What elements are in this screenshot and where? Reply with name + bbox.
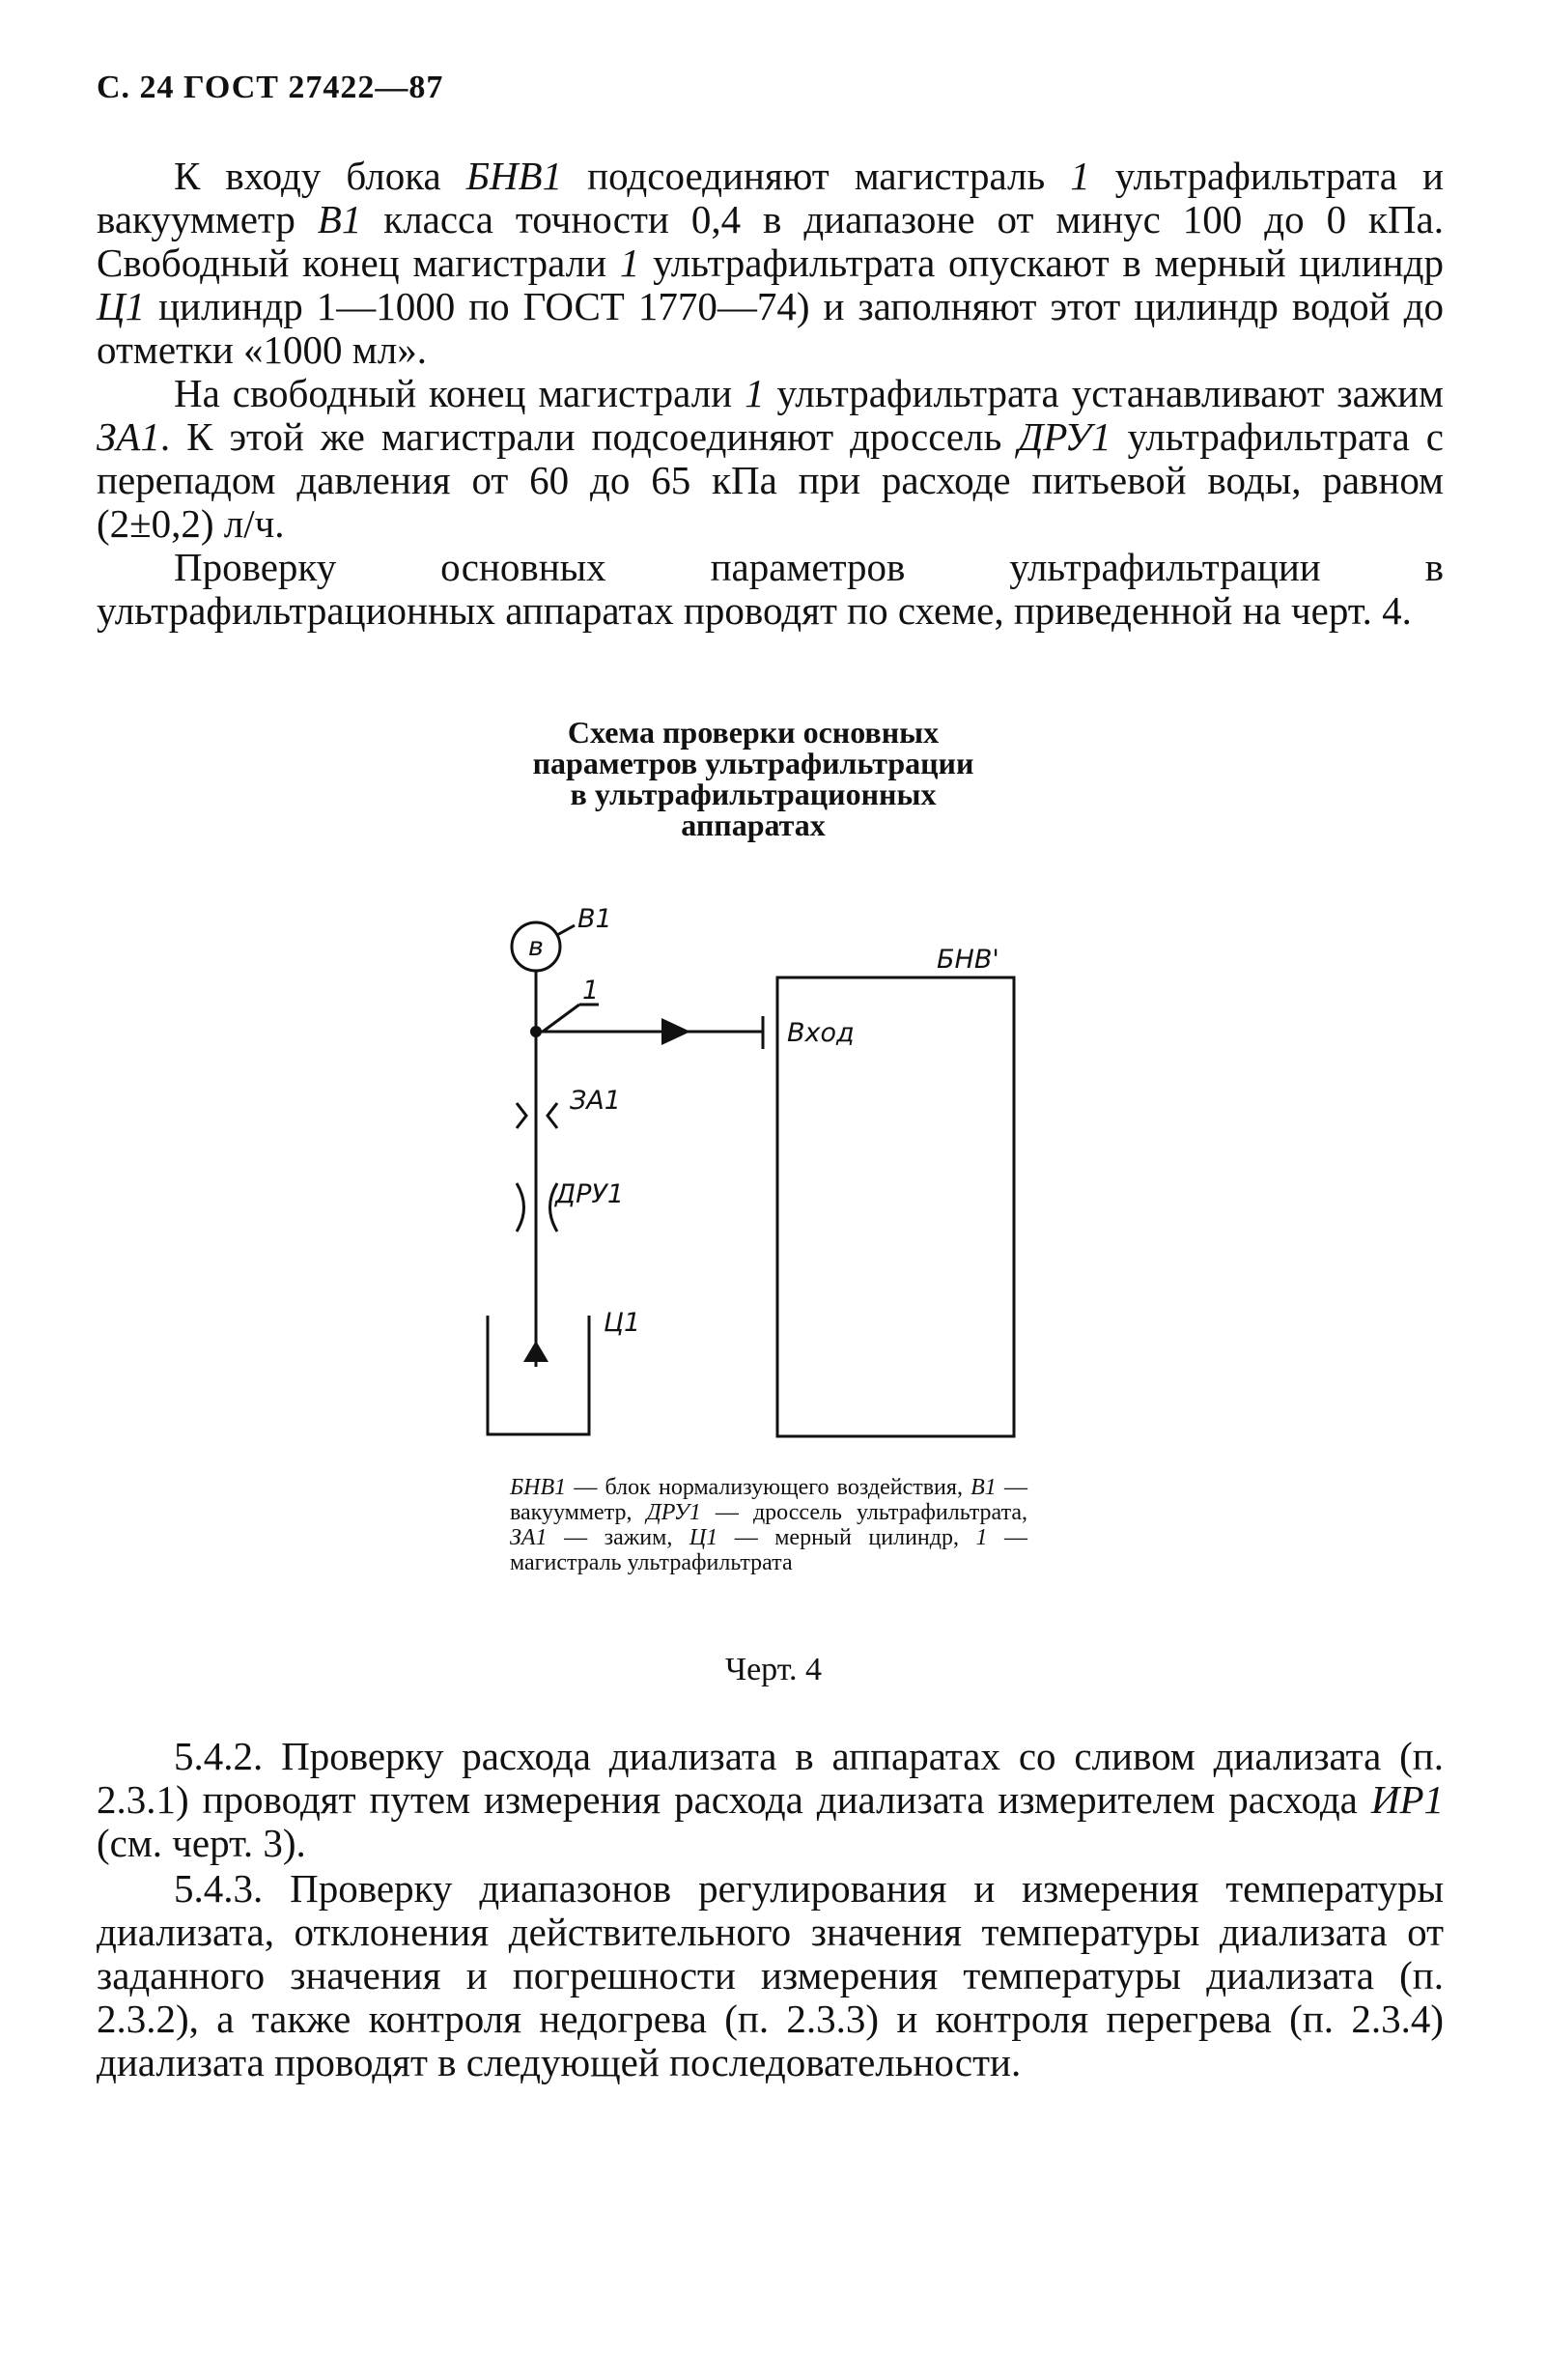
throttle-label: ДРУ1 [555, 1179, 625, 1209]
figure-legend: БНВ1 — блок нормализующего воздействия, В1 — вакуумметр, ДРУ1 — дроссель ультрафильтрата, ЗА1 — зажим, Ц1 — мерный цилиндр, 1 — магистраль ультрафильтрата [510, 1475, 1028, 1575]
clamp-symbol-left [517, 1103, 526, 1128]
cylinder-arrow-icon [523, 1341, 548, 1362]
gauge-symbol-label: в [528, 932, 544, 962]
ultrafiltration-scheme-diagram [454, 898, 1053, 1459]
line-label: 1 [582, 976, 600, 1006]
paragraph-5-4-3: 5.4.3. Проверку диапазонов регулирования и измерения температуры диализата, отклонения действительного значения температуры диализата от заданного значения и погрешности измерения температуры диализата (п. 2.3.2), а также контроля недогрева (п. 2.3.3) и контроля перегрева (п. 2.3.4) диализата проводят в следующей последовательности. [97, 1866, 1444, 2084]
clamp-label: ЗА1 [570, 1086, 621, 1116]
throttle-symbol-left [517, 1183, 524, 1232]
figure-caption: Черт. 4 [724, 1652, 823, 1687]
measuring-cylinder [488, 1316, 589, 1434]
paragraph-2: На свободный конец магистрали 1 ультрафильтрата устанавливают зажим ЗА1. К этой же магистрали подсоединяют дроссель ДРУ1 ультрафильтрата с перепадом давления от 60 до 65 кПа при расходе питьевой воды, равном (2±0,2) л/ч. [97, 371, 1444, 546]
clamp-symbol-right [548, 1103, 557, 1128]
input-label: Вход [787, 1018, 855, 1048]
gauge-label: В1 [577, 904, 612, 934]
paragraph-5-4-2: 5.4.2. Проверку расхода диализата в аппаратах со сливом диализата (п. 2.3.1) проводят путем измерения расхода диализата измерителем расхода ИР1 (см. черт. 3). [97, 1734, 1444, 1865]
flow-arrow-icon [661, 1018, 690, 1045]
page-header: С. 24 ГОСТ 27422—87 [97, 70, 444, 105]
cylinder-label: Ц1 [604, 1308, 641, 1338]
paragraph-1: К входу блока БНВ1 подсоединяют магистраль 1 ультрафильтрата и вакуумметр В1 класса точности 0,4 в диапазоне от минус 100 до 0 кПа. Свободный конец магистрали 1 ультрафильтрата опускают в мерный цилиндр Ц1 цилиндр 1—1000 по ГОСТ 1770—74) и заполняют этот цилиндр водой до отметки «1000 мл». [97, 154, 1444, 372]
figure-title: Схема проверки основных параметров ультрафильтрации в ультрафильтрационных аппаратах [532, 715, 974, 842]
paragraph-3: Проверку основных параметров ультрафильтрации в ультрафильтрационных аппаратах проводят по схеме, приведенной на черт. 4. [97, 545, 1444, 633]
block-label: БНВ' [937, 945, 999, 975]
